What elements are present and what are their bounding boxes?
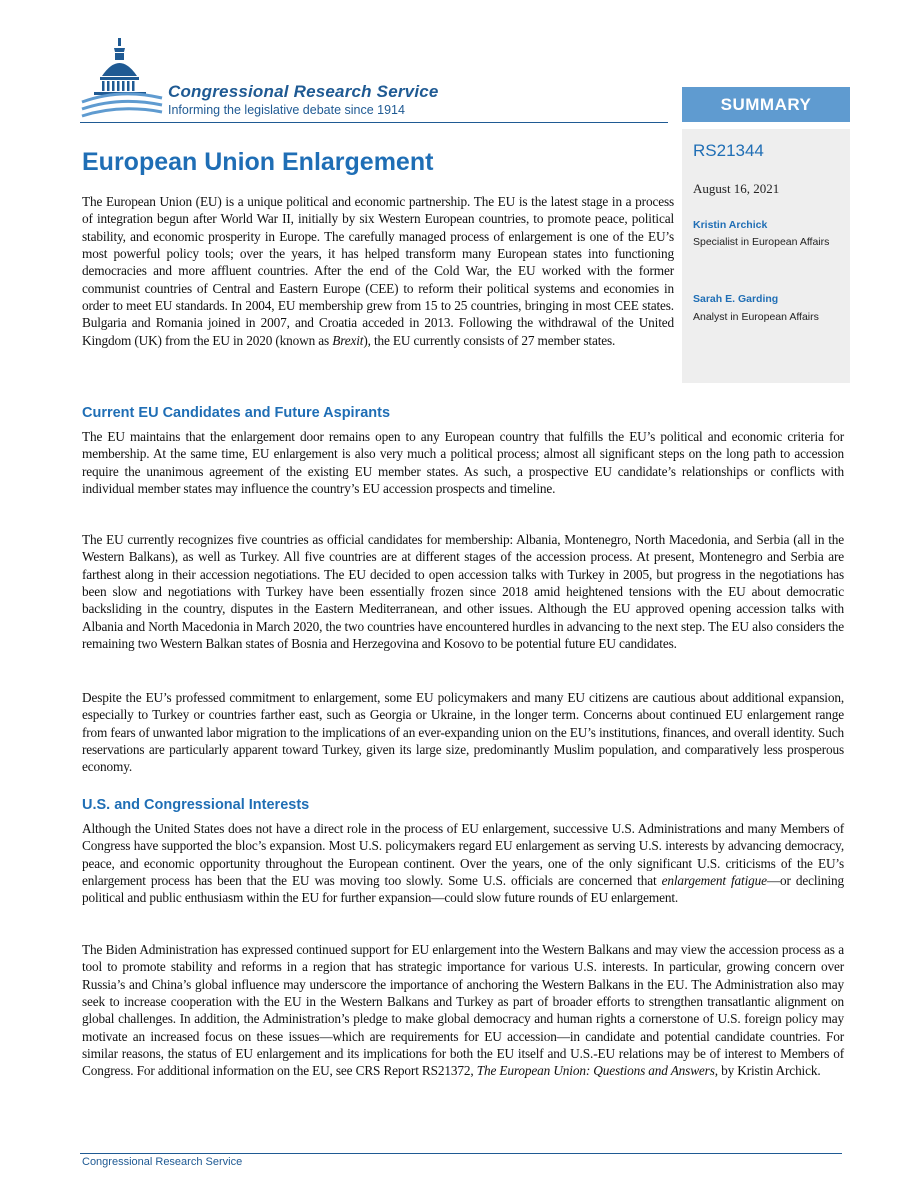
body-paragraph: The Biden Administration has expressed continued support for EU enlargement into the Western Balkans and may view the accession process as a tool to promote stability and reforms in a region that has strategic importance for various U.S. interests. In particular, growing concern over Russia’s and China’s global influence may underscore the importance of anchoring the Western Balkans in the EU. The Administration also may seek to increase cooperation with the EU in the Western Balkans and Turkey as part of broader efforts to strengthen transatlantic alignment on global challenges. In addition, the Administration’s pledge to make global democracy and human rights a cornerstone of U.S. foreign policy may motivate an increased focus on these issues—which are requirements for EU accession—in candidate and potential candidate countries. For similar reasons, the status of EU enlargement and its implications for both the EU itself and U.S.-EU relations may be of interest to Members of Congress. For additional information on the EU, see CRS Report RS21372, The European Union: Questions and Answers, by Kristin Archick. (82, 942, 844, 1079)
capitol-dome-icon (80, 36, 164, 120)
footer-rule (80, 1153, 842, 1154)
org-name: Congressional Research Service (168, 82, 439, 101)
footer-text: Congressional Research Service (82, 1156, 243, 1168)
summary-paragraph: The European Union (EU) is a unique political and economic partnership. The EU is the latest stage in a process of integration begun after World War II, initially by six Western European countries, to promote peace, political stability, and economic prosperity in Europe. The carefully managed process of enlargement is one of the EU’s most powerful policy tools; over the years, it has helped transform many European states into functioning democracies and more affluent countries. After the end of the Cold War, the EU worked with the former communist countries of Central and Eastern Europe (CEE) to reform their political systems and economies in order to meet EU standards. In 2004, EU membership grew from 15 to 25 countries, bringing in most CEE states. Bulgaria and Romania joined in 2007, and Croatia acceded in 2013. Following the withdrawal of the United Kingdom (UK) from the EU in 2020 (known as Brexit), the EU currently consists of 27 member states. (82, 194, 674, 348)
crs-logo (80, 36, 680, 128)
author-name: Kristin Archick (693, 219, 768, 231)
body-paragraph: The EU maintains that the enlargement door remains open to any European country that fulfills the EU’s political and economic criteria for membership. At the same time, EU enlargement is also very much a political process; almost all significant steps on the long path to accession require the unanimous agreement of the existing EU member states. As such, a prospective EU candidate’s relationships or conflicts with individual member states may influence the country’s EU accession prospects and timeline. (82, 429, 844, 497)
summary-label: SUMMARY (682, 87, 850, 122)
report-info-sidebar (682, 129, 850, 383)
page-title: European Union Enlargement (82, 148, 434, 176)
cross-reference-link: The European Union: Questions and Answers (476, 1063, 715, 1079)
body-paragraph: The EU currently recognizes five countries as official candidates for membership: Albania, Montenegro, North Macedonia, and Serbia (all in the Western Balkans), as well as Turkey. All five countries are at different stages of the accession process. At present, Montenegro and Serbia are farthest along in their accession negotiations. The EU decided to open accession talks with Turkey in 2005, but progress in the negotiations has been slow and negotiations with Turkey have been essentially frozen since 2018 amid heightened tensions with the EU about democratic backsliding in the country, disputes in the Eastern Mediterranean, and other issues. Although the EU approved opening accession talks with Albania and North Macedonia in March 2020, the two countries have encountered hurdles in advancing to the next step. The EU also considers the remaining two Western Balkan states of Bosnia and Herzegovina and Kosovo to be potential future EU candidates. (82, 532, 844, 652)
header-rule (80, 122, 668, 123)
author-name: Sarah E. Garding (693, 293, 779, 305)
tagline: Informing the legislative debate since 1914 (168, 103, 405, 117)
body-paragraph: Although the United States does not have a direct role in the process of EU enlargement, successive U.S. Administrations and many Members of Congress have supported the bloc’s expansion. Most U.S. policymakers regard EU enlargement as serving U.S. interests by advancing democracy, peace, and economic opportunity throughout the European continent. Over the years, one of the only significant U.S. criticisms of the EU’s enlargement process has been that the EU was moving too slowly. Some U.S. officials are concerned that enlargement fatigue—or declining political and public enthusiasm within the EU for further expansion—could slow future rounds of EU enlargement. (82, 821, 844, 906)
author-role: Analyst in European Affairs (693, 311, 819, 323)
section-heading-us-interests: U.S. and Congressional Interests (82, 797, 310, 813)
report-number: RS21344 (693, 141, 764, 160)
author-role: Specialist in European Affairs (693, 236, 830, 248)
report-date: August 16, 2021 (693, 181, 780, 196)
section-heading-candidates: Current EU Candidates and Future Aspirants (82, 405, 391, 421)
body-paragraph: Despite the EU’s professed commitment to enlargement, some EU policymakers and many EU citizens are cautious about additional expansion, especially to Turkey or countries farther east, such as Georgia or Ukraine, in the longer term. Concerns about continued EU enlargement range from fears of unwanted labor migration to the implications of an ever-expanding union on the EU’s institutions, finances, and overall identity. Such reservations are particularly apparent toward Turkey, given its large size, predominantly Muslim population, and comparatively less prosperous economy. (82, 690, 844, 775)
brexit-term: Brexit (332, 332, 364, 348)
